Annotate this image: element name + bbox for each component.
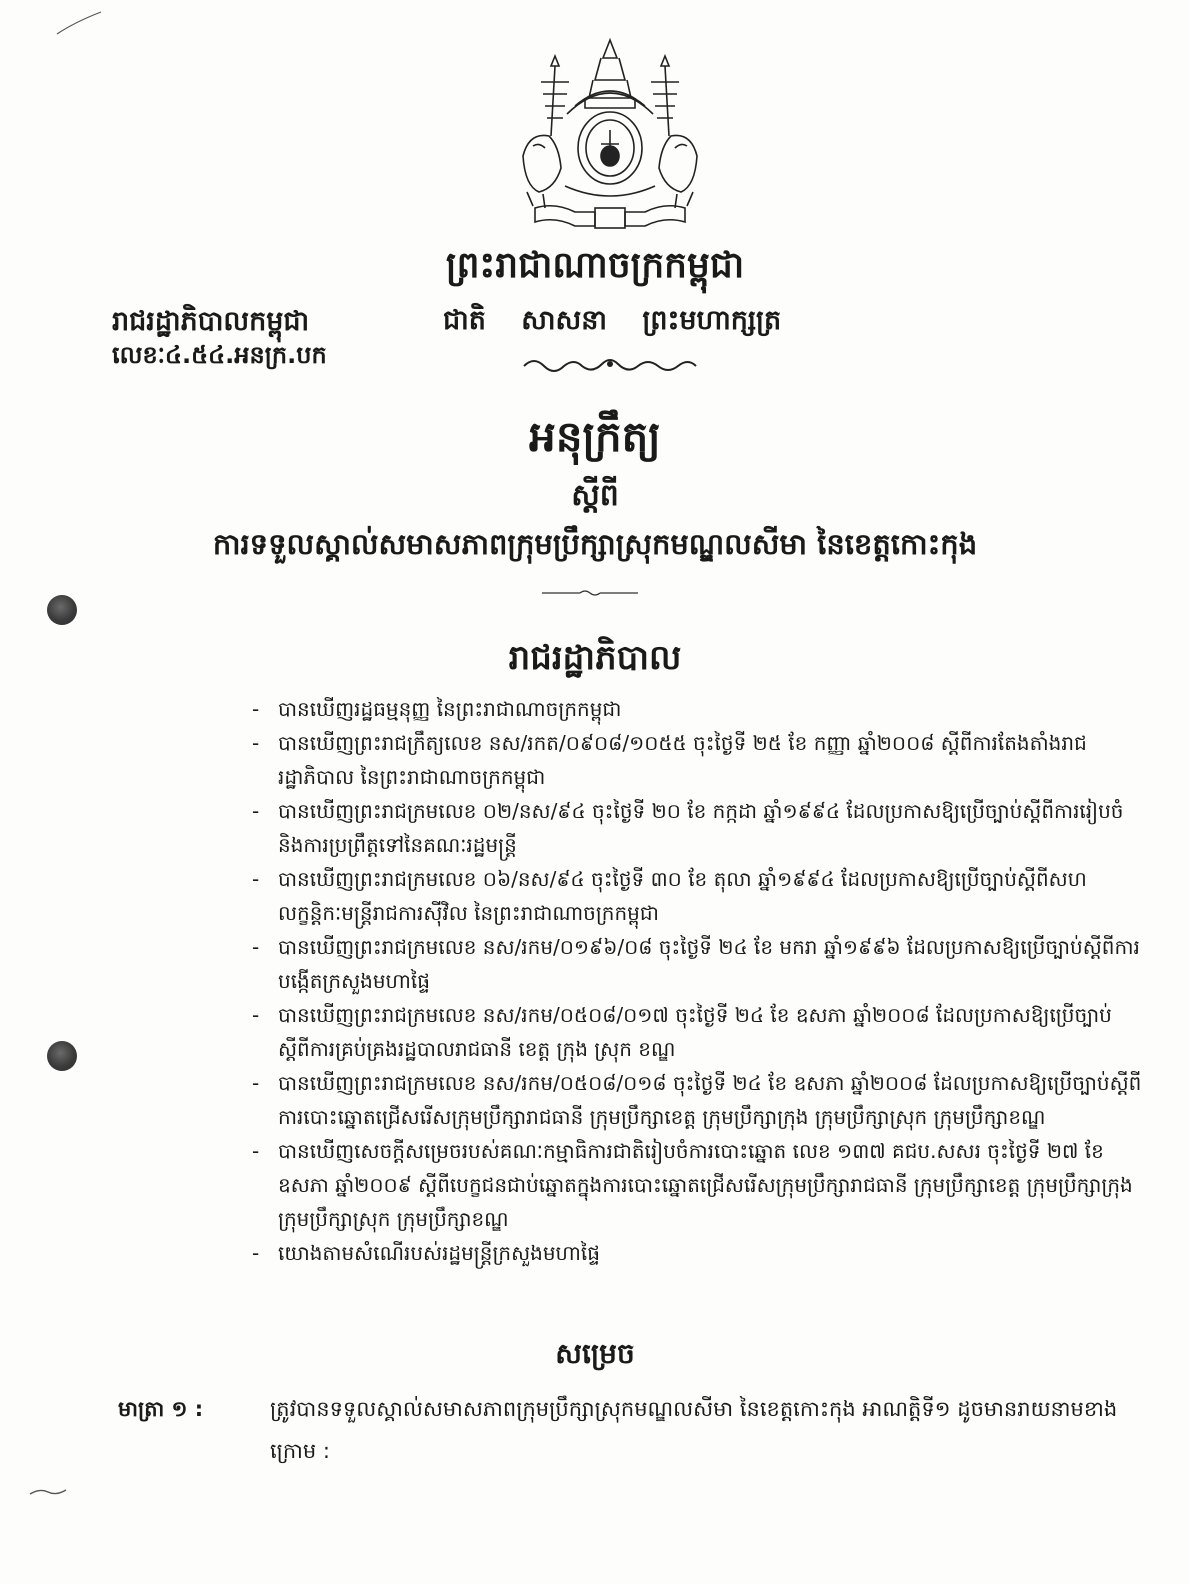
visa-text: បានឃើញព្រះរាជក្រមលេខ ០៦/នស/៩៤ ចុះថ្ងៃទី ៣០ ខែ តុលា ឆ្នាំ១៩៩៤ ដែលប្រកាសឱ្យប្រើច្បាប់ស្តីពីសហលក្ខន្តិកៈមន្ត្រីរាជការស៊ីវិល នៃព្រះរាជាណាចក្រកម្ពុជា: [278, 867, 1087, 925]
issuer-heading: រាជរដ្ឋាភិបាល: [508, 638, 682, 678]
about-label: ស្តីពី: [571, 478, 619, 513]
visa-item: - យោងតាមសំណើរបស់រដ្ឋមន្ត្រីក្រសួងមហាផ្ទៃ: [252, 1241, 600, 1265]
article-label: មាត្រា ១ :: [118, 1397, 204, 1421]
pen-mark-bottom-left: [28, 1484, 68, 1500]
visa-item: - បានឃើញព្រះរាជក្រមលេខ នស/រកម/០១៩៦/០៨ ចុះថ្ងៃទី ២៤ ខែ មករា ឆ្នាំ១៩៩៦ ដែលប្រកាសឱ្យប្រើច្បាប់ស្តីពីការបង្កើតក្រសួងមហាផ្ទៃ: [252, 935, 1140, 993]
visa-item: - បានឃើញព្រះរាជក្រមលេខ ០៦/នស/៩៤ ចុះថ្ងៃទី ៣០ ខែ តុលា ឆ្នាំ១៩៩៤ ដែលប្រកាសឱ្យប្រើច្បាប់ស្តីពីសហលក្ខន្តិកៈមន្ត្រីរាជការស៊ីវិល នៃព្រះរាជាណាចក្រកម្ពុជា: [252, 867, 1087, 925]
visa-text: បានឃើញព្រះរាជក្រមលេខ ០២/នស/៩៤ ចុះថ្ងៃទី ២០ ខែ កក្កដា ឆ្នាំ១៩៩៤ ដែលប្រកាសឱ្យប្រើច្បាប់ស្តីពីការរៀបចំ និងការប្រព្រឹត្តទៅនៃគណៈរដ្ឋមន្ត្រី: [278, 799, 1124, 857]
visa-text: បានឃើញព្រះរាជក្រមលេខ នស/រកម/០៥០៨/០១៨ ចុះថ្ងៃទី ២៤ ខែ ឧសភា ឆ្នាំ២០០៨ ដែលប្រកាសឱ្យប្រើច្បាប់ស្តីពីការបោះឆ្នោតជ្រើសរើសក្រុមប្រឹក្សារាជធានី ក្រុមប្រឹក្សាខេត្ត ក្រុមប្រឹក្សាក្រុង ក្រុមប្រឹក្សាស្រុក ក្រុមប្រឹក្សាខណ្ឌ: [278, 1071, 1142, 1129]
visa-item: - បានឃើញព្រះរាជក្រឹត្យលេខ នស/រកត/០៩០៨/១០៥៥ ចុះថ្ងៃទី ២៥ ខែ កញ្ញា ឆ្នាំ២០០៨ ស្តីពីការតែងតាំងរាជរដ្ឋាភិបាល នៃព្រះរាជាណាចក្រកម្ពុជា: [252, 731, 1087, 789]
document-subject: ការទទួលស្គាល់សមាសភាពក្រុមប្រឹក្សាស្រុកមណ្ឌលសីមា នៃខេត្តកោះកុង: [212, 527, 978, 561]
document-type-title: អនុក្រឹត្យ: [529, 412, 661, 461]
visa-text: បានឃើញព្រះរាជក្រមលេខ នស/រកម/០៥០៨/០១៧ ចុះថ្ងៃទី ២៤ ខែ ឧសភា ឆ្នាំ២០០៨ ដែលប្រកាសឱ្យប្រើច្បាប់ស្តីពីការគ្រប់គ្រងរដ្ឋបាលរាជធានី ខេត្ត ក្រុង ស្រុក ខណ្ឌ: [278, 1003, 1112, 1061]
ornament-divider: [520, 352, 700, 378]
punch-hole-upper: [47, 595, 77, 625]
national-motto: ជាតិ សាសនា ព្រះមហាក្សត្រ: [443, 305, 782, 336]
visa-item: - បានឃើញរដ្ឋធម្មនុញ្ញ នៃព្រះរាជាណាចក្រកម្ពុជា: [252, 697, 622, 721]
punch-hole-lower: [47, 1041, 77, 1071]
document-number: លេខៈ៤.៥៤.អនក្រ.បក: [112, 341, 327, 369]
article-1: [118, 1388, 1148, 1472]
visa-text: បានឃើញព្រះរាជក្រមលេខ នស/រកម/០១៩៦/០៨ ចុះថ្ងៃទី ២៤ ខែ មករា ឆ្នាំ១៩៩៦ ដែលប្រកាសឱ្យប្រើច្បាប់ស្តីពីការបង្កើតក្រសួងមហាផ្ទៃ: [278, 935, 1140, 993]
visa-text: បានឃើញព្រះរាជក្រឹត្យលេខ នស/រកត/០៩០៨/១០៥៥ ចុះថ្ងៃទី ២៥ ខែ កញ្ញា ឆ្នាំ២០០៨ ស្តីពីការតែងតាំងរាជរដ្ឋាភិបាល នៃព្រះរាជាណាចក្រកម្ពុជា: [278, 731, 1087, 789]
decision-heading: សម្រេច: [555, 1337, 635, 1370]
government-name: រាជរដ្ឋាភិបាលកម្ពុជា: [112, 306, 310, 337]
kingdom-title: ព្រះរាជាណាចក្រកម្ពុជា: [445, 245, 745, 286]
visa-item: - បានឃើញព្រះរាជក្រមលេខ ០២/នស/៩៤ ចុះថ្ងៃទី ២០ ខែ កក្កដា ឆ្នាំ១៩៩៤ ដែលប្រកាសឱ្យប្រើច្បាប់ស្តីពីការរៀបចំ និងការប្រព្រឹត្តទៅនៃគណៈរដ្ឋមន្ត្រី: [252, 799, 1124, 857]
article-text: ត្រូវបានទទួលស្គាល់សមាសភាពក្រុមប្រឹក្សាស្រុកមណ្ឌលសីមា នៃខេត្តកោះកុង អាណត្តិទី១ ដូចមានរាយនាមខាងក្រោម :: [270, 1397, 1118, 1463]
small-divider: [540, 589, 640, 597]
visa-text: បានឃើញសេចក្តីសម្រេចរបស់គណៈកម្មាធិការជាតិរៀបចំការបោះឆ្នោត លេខ ១៣៧ គជប.សសរ ចុះថ្ងៃទី ២៧ ខែ ឧសភា ឆ្នាំ២០០៩ ស្តីពីបេក្ខជនជាប់ឆ្នោតក្នុងការបោះឆ្នោតជ្រើសរើសក្រុមប្រឹក្សារាជធានី ក្រុមប្រឹក្សាខេត្ត ក្រុមប្រឹក្សាក្រុង ក្រុមប្រឹក្សាស្រុក ក្រុមប្រឹក្សាខណ្ឌ: [278, 1139, 1133, 1231]
visa-text: បានឃើញរដ្ឋធម្មនុញ្ញ នៃព្រះរាជាណាចក្រកម្ពុជា: [278, 697, 622, 721]
pen-mark-top-left: [55, 8, 105, 38]
visa-item: - បានឃើញព្រះរាជក្រមលេខ នស/រកម/០៥០៨/០១៧ ចុះថ្ងៃទី ២៤ ខែ ឧសភា ឆ្នាំ២០០៨ ដែលប្រកាសឱ្យប្រើច្បាប់ស្តីពីការគ្រប់គ្រងរដ្ឋបាលរាជធានី ខេត្ត ក្រុង ស្រុក ខណ្ឌ: [252, 1003, 1112, 1061]
royal-coat-of-arms-emblem: [515, 36, 705, 232]
visa-list: [252, 692, 1142, 1270]
visa-item: - បានឃើញសេចក្តីសម្រេចរបស់គណៈកម្មាធិការជាតិរៀបចំការបោះឆ្នោត លេខ ១៣៧ គជប.សសរ ចុះថ្ងៃទី ២៧ ខែ ឧសភា ឆ្នាំ២០០៩ ស្តីពីបេក្ខជនជាប់ឆ្នោតក្នុងការបោះឆ្នោតជ្រើសរើសក្រុមប្រឹក្សារាជធានី ក្រុមប្រឹក្សាខេត្ត ក្រុមប្រឹក្សាក្រុង ក្រុមប្រឹក្សាស្រុក ក្រុមប្រឹក្សាខណ្ឌ: [252, 1139, 1133, 1231]
visa-item: - បានឃើញព្រះរាជក្រមលេខ នស/រកម/០៥០៨/០១៨ ចុះថ្ងៃទី ២៤ ខែ ឧសភា ឆ្នាំ២០០៨ ដែលប្រកាសឱ្យប្រើច្បាប់ស្តីពីការបោះឆ្នោតជ្រើសរើសក្រុមប្រឹក្សារាជធានី ក្រុមប្រឹក្សាខេត្ត ក្រុមប្រឹក្សាក្រុង ក្រុមប្រឹក្សាស្រុក ក្រុមប្រឹក្សាខណ្ឌ: [252, 1071, 1142, 1129]
visa-text: យោងតាមសំណើរបស់រដ្ឋមន្ត្រីក្រសួងមហាផ្ទៃ: [278, 1241, 600, 1265]
